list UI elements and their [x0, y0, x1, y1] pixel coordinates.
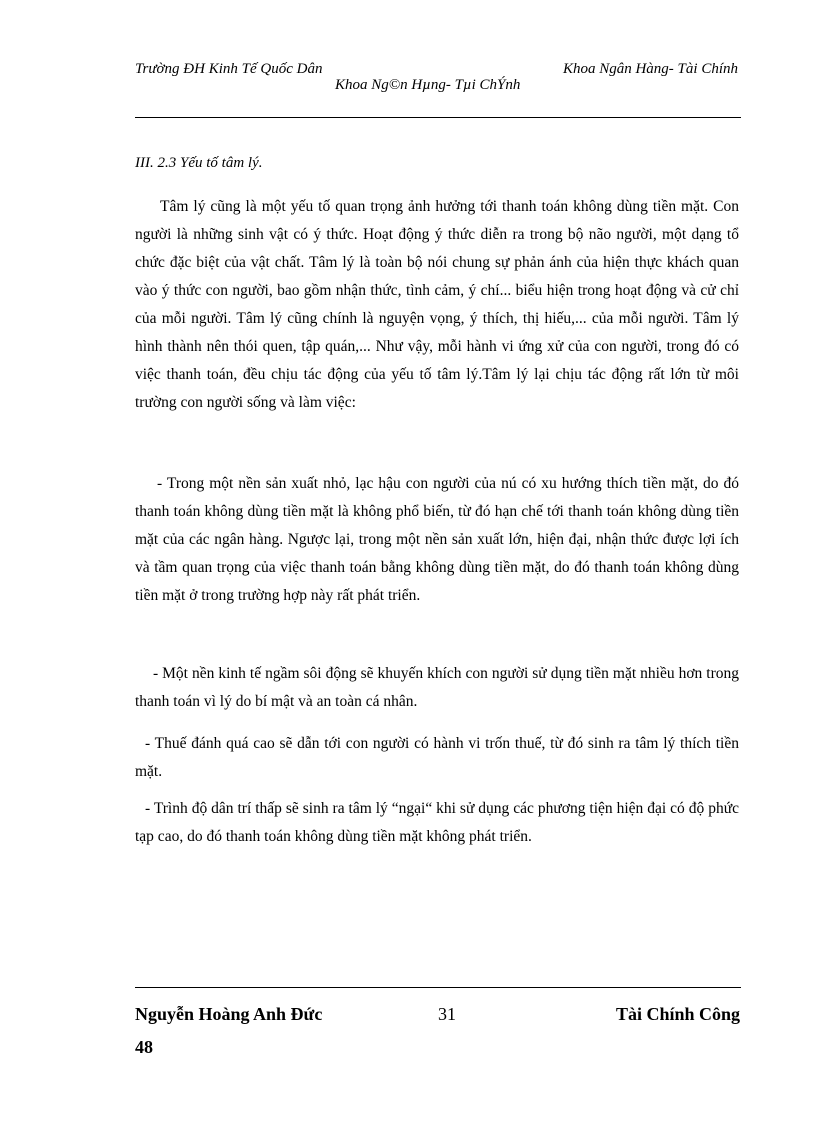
- paragraph-education: - Trình độ dân trí thấp sẽ sinh ra tâm lý “ngại“ khi sử dụng các phương tiện hiện đại có độ phức tạp cao, do đó thanh toán không dùng tiền mặt không phát triển.: [135, 800, 739, 845]
- footer-author: Nguyễn Hoàng Anh Đức: [135, 1004, 323, 1024]
- footer-page-number: 31: [438, 1004, 456, 1024]
- header-faculty-garbled: Khoa Ng©n Hµng- Tµi ChÝnh: [335, 77, 521, 93]
- paragraph-production: - Trong một nền sản xuất nhỏ, lạc hậu con người của nú có xu hướng thích tiền mặt, do đó thanh toán không dùng tiền mặt là không phổ biến, từ đó hạn chế tới thanh toán không dùng tiền mặt của các ngân hàng. Ngược lại, trong một nền sản xuất lớn, hiện đại, nhận thức được lợi ích và tầm quan trọng của việc thanh toán bằng không dùng tiền mặt, do đó thanh toán không dùng tiền mặt ở trong trường hợp này rất phát triển.: [135, 475, 739, 604]
- paragraph-intro: Tâm lý cũng là một yếu tố quan trọng ảnh hưởng tới thanh toán không dùng tiền mặt. Con người là những sinh vật có ý thức. Hoạt động ý thức diễn ra trong bộ não người, một dạng tổ chức đặc biệt của vật chất. Tâm lý là toàn bộ nói chung sự phản ánh của hiện thực khách quan vào ý thức con người, bao gồm nhận thức, tình cảm, ý chí... biểu hiện trong hoạt động và cử chỉ của mỗi người. Tâm lý cũng chính là nguyện vọng, ý thích, thị hiếu,... của mỗi người. Tâm lý hình thành nên thói quen, tập quán,... Như vậy, mỗi hành vi ứng xử của con người, trong đó có việc thanh toán, đều chịu tác động của yếu tố tâm lý.Tâm lý lại chịu tác động rất lớn từ môi trường con người sống và làm việc:: [135, 198, 739, 411]
- footer-rule: [135, 987, 741, 988]
- footer-course-number: 48: [135, 1037, 153, 1057]
- header-rule: [135, 117, 741, 118]
- paragraph-underground-economy: - Một nền kinh tế ngầm sôi động sẽ khuyến khích con người sử dụng tiền mặt nhiều hơn trong thanh toán vì lý do bí mật và an toàn cá nhân.: [135, 665, 739, 710]
- footer-course-name: Tài Chính Công: [615, 1004, 740, 1024]
- header-faculty: Khoa Ngân Hàng- Tài Chính: [562, 61, 738, 77]
- section-heading: III. 2.3 Yếu tố tâm lý.: [135, 155, 263, 171]
- header-university: Trường ĐH Kinh Tế Quốc Dân: [135, 61, 323, 77]
- paragraph-tax: - Thuế đánh quá cao sẽ dẫn tới con người có hành vi trốn thuế, từ đó sinh ra tâm lý thích tiền mặt.: [135, 735, 739, 780]
